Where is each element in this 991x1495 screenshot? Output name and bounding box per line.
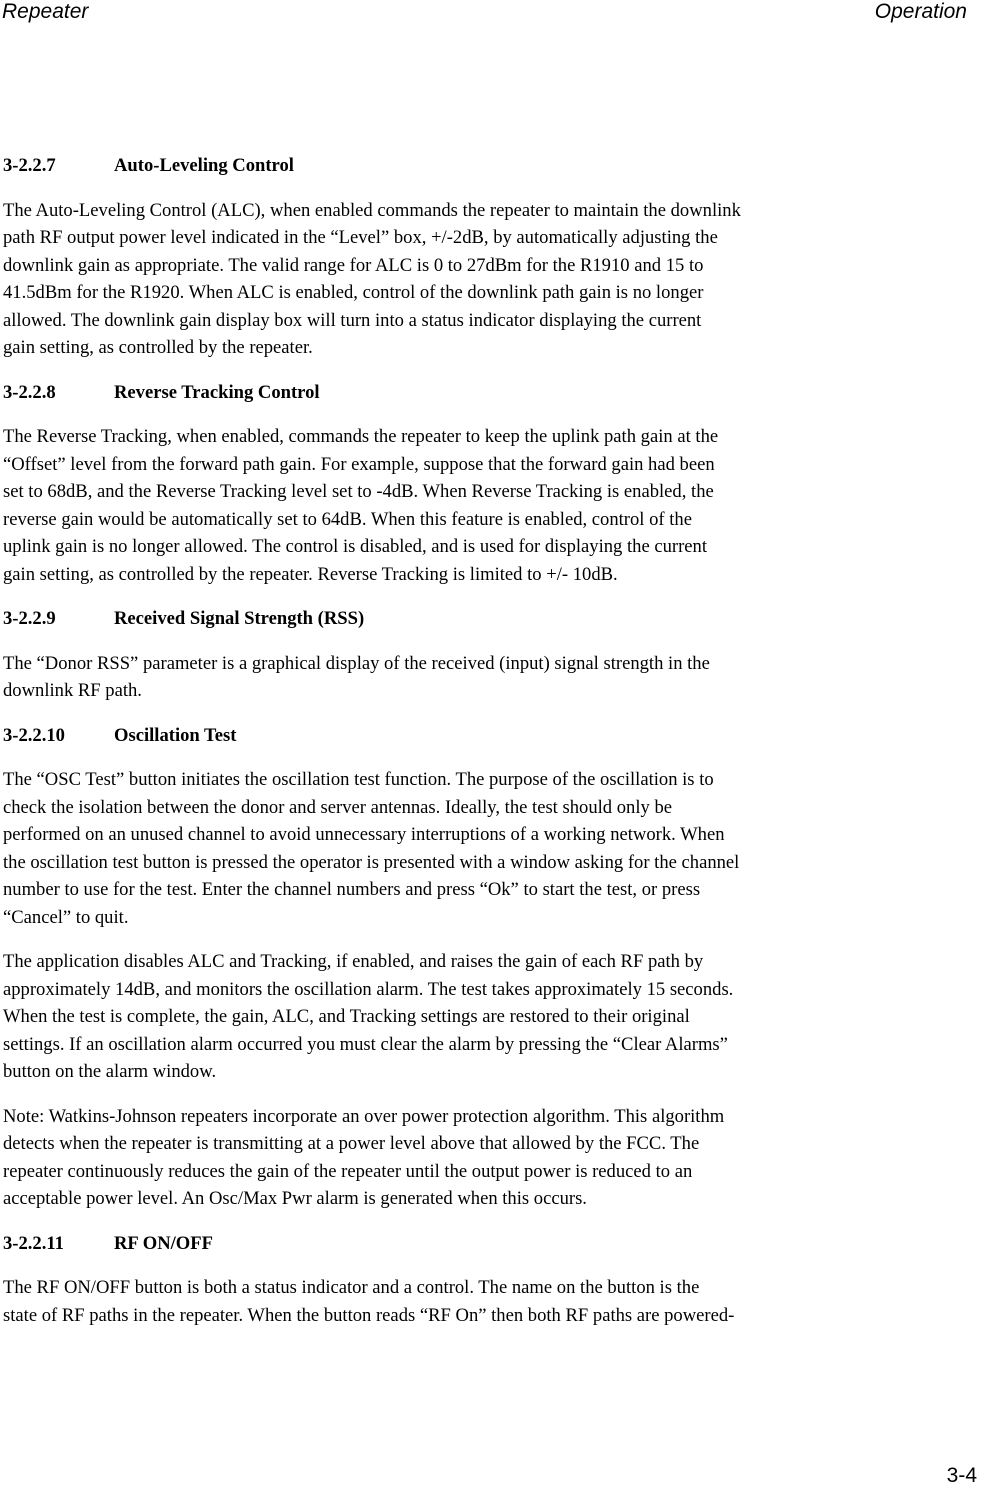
- document-section: [3, 152, 918, 362]
- text-line: 41.5dBm for the R1920. When ALC is enabled, control of the downlink path gain is no longer: [3, 282, 704, 303]
- text-line: uplink gain is no longer allowed. The control is disabled, and is used for displaying the current: [3, 536, 708, 557]
- document-section: [3, 1230, 918, 1330]
- text-line: When the test is complete, the gain, ALC, and Tracking settings are restored to their original: [3, 1006, 690, 1027]
- section-heading: [3, 379, 918, 407]
- text-line: The “Donor RSS” parameter is a graphical display of the received (input) signal strength in the: [3, 652, 710, 674]
- text-line: path RF output power level indicated in the “Level” box, +/-2dB, by automatically adjusting the: [3, 227, 718, 248]
- section-title: RF ON/OFF: [114, 1232, 213, 1254]
- text-line: check the isolation between the donor and server antennas. Ideally, the test should only be: [3, 796, 672, 818]
- text-line: number to use for the test. Enter the channel numbers and press “Ok” to start the test, or press: [3, 879, 701, 900]
- text-line: set to 68dB, and the Reverse Tracking level set to -4dB. When Reverse Tracking is enabled, the: [3, 481, 714, 502]
- text-line: detects when the repeater is transmitting at a power level above that allowed by the FCC. The: [3, 1133, 700, 1154]
- text-line: approximately 14dB, and monitors the oscillation alarm. The test takes approximately 15 seconds.: [3, 978, 734, 1000]
- text-line: The “OSC Test” button initiates the oscillation test function. The purpose of the oscillation is to: [3, 769, 714, 790]
- paragraph: [3, 650, 918, 705]
- section-heading: [3, 152, 918, 180]
- text-line: “Offset” level from the forward path gain. For example, suppose that the forward gain had been: [3, 453, 715, 475]
- running-header-left: Repeater: [2, 0, 89, 23]
- paragraph: [3, 766, 918, 931]
- text-line: Note: Watkins-Johnson repeaters incorporate an over power protection algorithm. This algorithm: [3, 1105, 725, 1127]
- section-heading: [3, 1230, 918, 1258]
- section-number: 3-2.2.11: [3, 1232, 64, 1254]
- paragraph: [3, 948, 918, 1086]
- text-line: button on the alarm window.: [3, 1061, 217, 1082]
- text-line: allowed. The downlink gain display box will turn into a status indicator displaying the current: [3, 309, 702, 331]
- text-line: The application disables ALC and Tracking, if enabled, and raises the gain of each RF path by: [3, 951, 704, 972]
- text-line: downlink gain as appropriate. The valid range for ALC is 0 to 27dBm for the R1910 and 15 to: [3, 254, 704, 276]
- document-body: [3, 152, 918, 1346]
- text-line: state of RF paths in the repeater. When the button reads “RF On” then both RF paths are powered-: [3, 1304, 735, 1326]
- document-section: [3, 722, 918, 1213]
- running-header-right: Operation: [874, 0, 967, 23]
- section-heading: [3, 722, 918, 750]
- text-line: settings. If an oscillation alarm occurred you must clear the alarm by pressing the “Clear Alarms”: [3, 1033, 728, 1055]
- section-title: Oscillation Test: [114, 724, 237, 746]
- page-number: 3-4: [946, 1464, 977, 1487]
- section-number: 3-2.2.8: [3, 381, 56, 403]
- section-number: 3-2.2.10: [3, 724, 65, 746]
- text-line: gain setting, as controlled by the repeater.: [3, 337, 313, 358]
- section-title: Auto-Leveling Control: [114, 155, 294, 176]
- section-title: Received Signal Strength (RSS): [114, 608, 365, 629]
- paragraph: [3, 197, 918, 362]
- paragraph: [3, 1103, 918, 1213]
- text-line: “Cancel” to quit.: [3, 906, 129, 928]
- text-line: the oscillation test button is pressed the operator is presented with a window asking for the channel: [3, 851, 740, 873]
- paragraph: [3, 1274, 918, 1329]
- text-line: reverse gain would be automatically set to 64dB. When this feature is enabled, control of the: [3, 508, 692, 530]
- text-line: acceptable power level. An Osc/Max Pwr alarm is generated when this occurs.: [3, 1188, 587, 1209]
- text-line: downlink RF path.: [3, 680, 142, 701]
- section-heading: [3, 605, 918, 633]
- text-line: gain setting, as controlled by the repeater. Reverse Tracking is limited to +/- 10dB.: [3, 563, 618, 585]
- document-section: [3, 379, 918, 589]
- text-line: performed on an unused channel to avoid unnecessary interruptions of a working network. When: [3, 824, 725, 845]
- section-number: 3-2.2.9: [3, 608, 56, 629]
- text-line: repeater continuously reduces the gain of the repeater until the output power is reduced to an: [3, 1160, 693, 1182]
- text-line: The RF ON/OFF button is both a status indicator and a control. The name on the button is the: [3, 1277, 700, 1298]
- paragraph: [3, 423, 918, 588]
- text-line: The Auto-Leveling Control (ALC), when enabled commands the repeater to maintain the downlink: [3, 199, 741, 221]
- document-section: [3, 605, 918, 705]
- section-title: Reverse Tracking Control: [114, 381, 320, 403]
- text-line: The Reverse Tracking, when enabled, commands the repeater to keep the uplink path gain at the: [3, 426, 719, 447]
- section-number: 3-2.2.7: [3, 155, 56, 176]
